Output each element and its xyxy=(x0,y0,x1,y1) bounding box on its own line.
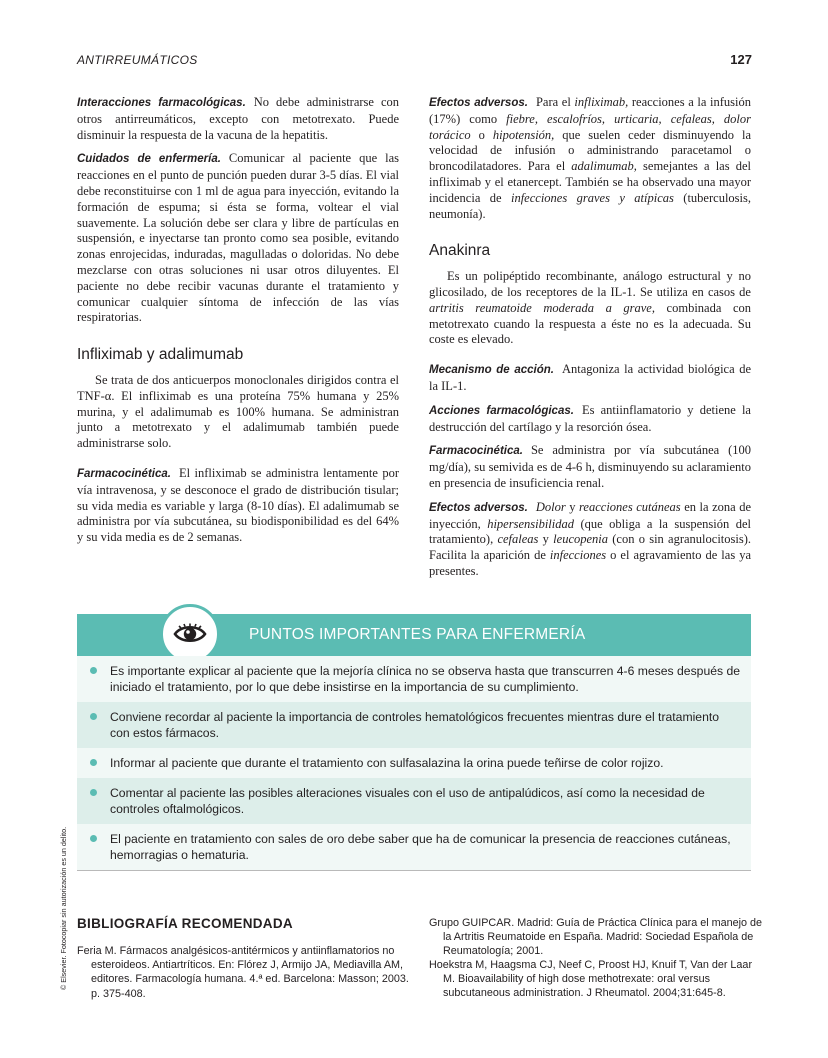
interactions-paragraph: Interacciones farmacológicas. No debe administrarse con otros antirreumáticos, excepto con metotrexato. Puede disminuir la respuesta de la vacuna de la hepatitis. xyxy=(77,95,400,142)
section-label: Interacciones farmacológicas. xyxy=(77,97,246,109)
section-label: Farmacocinética. xyxy=(77,467,171,480)
bullet-icon xyxy=(90,789,97,796)
reference-item: Feria M. Fármacos analgésicos-antitérmicos y antiinflamatorios no esteroideos. Antiartríticos. En: Flórez J, Armijo JA, Mediavilla AM, editores. Farmacología humana. 4.ª ed. Barcelona: Masson; 2003. p. 375-408. xyxy=(77,945,409,1000)
running-header-title: ANTIRREUMÁTICOS xyxy=(77,53,198,67)
pharmacokinetics-paragraph: Farmacocinética. El infliximab se administra lentamente por vía intravenosa, y se desconoce el grado de distribución tisular; su vida media es variable y larga (8-10 días). El adalimumab se administra por vía subcutánea, su biodisponibilidad es del 64% y su vida media es de 2 semanas. xyxy=(77,465,399,545)
reference-item: Hoekstra M, Haagsma CJ, Neef C, Proost HJ, Knuif T, Van der Laar M. Bioavailability of high dose methotrexate: oral versus subcutaneous administration. J Rheumatol. 2004;31:645-8. xyxy=(429,959,753,1000)
list-item: Comentar al paciente las posibles alteraciones visuales con el uso de antipalúdicos, así como la necesidad de controles oftalmológicos. xyxy=(77,778,751,824)
section-heading-anakinra: Anakinra xyxy=(429,242,491,260)
adverse-effects-paragraph: Efectos adversos. Dolor y reacciones cutáneas en la zona de inyección, hipersensibilidad (que obliga a la suspensión del tratamiento), cefaleas y leucopenia (con o sin agranulocitosis). Facilita la aparición de infecciones o el agravamiento de las ya presentes. xyxy=(429,499,752,578)
mechanism-paragraph: Mecanismo de acción. Antagoniza la actividad biológica de la IL-1. xyxy=(429,362,752,393)
left-column xyxy=(77,95,399,554)
bibliography-title: BIBLIOGRAFÍA RECOMENDADA xyxy=(77,916,293,931)
section-label: Cuidados de enfermería. xyxy=(77,153,221,166)
divider xyxy=(77,870,751,871)
anakinra-intro-paragraph: Es un polipéptido recombinante, análogo estructural y no glicosilado, de los receptores de la IL-1. Se utiliza en casos de artritis reumatoide moderada a grave, combinada con metotrexato cuando la respuesta a éste no es la adecuada. Su coste es elevado. xyxy=(429,269,751,347)
bullet-icon xyxy=(90,713,97,720)
adverse-effects-paragraph: Efectos adversos. Para el infliximab, reacciones a la infusión (17%) como fiebre, escalofríos, urticaria, cefaleas, dolor torácico o hipotensión, que suelen ceder disminuyendo la velocidad de infusión o administrando paracetamol o broncodilatadores. Para el adalimumab, semejantes a las del infliximab y el etanercept. También se ha observado una mayor incidencia de infecciones graves y atípicas (tuberculosis, neumonía). xyxy=(429,95,751,221)
section-label: Efectos adversos. xyxy=(429,97,528,109)
section-label: Mecanismo de acción. xyxy=(429,364,554,377)
right-column xyxy=(429,95,751,588)
pharmacokinetics-paragraph: Farmacocinética. Se administra por vía subcutánea (100 mg/día), su semivida es de 4-6 h, disminuyendo su aclaramiento en presencia de insuficiencia renal. xyxy=(429,443,751,490)
nursing-points-header xyxy=(77,614,751,656)
eye-icon xyxy=(160,604,220,664)
list-item: El paciente en tratamiento con sales de oro debe saber que ha de comunicar la presencia de reacciones cutáneas, hemorragias o hematuria. xyxy=(77,824,751,870)
nursing-care-paragraph: Cuidados de enfermería. Comunicar al paciente que las reacciones en el punto de punción pueden durar 3-5 días. El vial debe reconstituirse con 1 ml de agua para inyección, evitando la formación de espuma; si ésta se forma, voltear el vial suavemente. La solución debe ser clara y libre de partículas en suspensión, e inyectarse tan pronto como sea posible, evitando zonas enrojecidas, induradas, magulladas o doloridas. No debe mezclarse con otras soluciones ni usar otros diluyentes. El paciente no debe recibir vacunas durante el tratamiento y comunicar cualquier síntoma de infección de las vías respiratorias. xyxy=(77,151,399,325)
bullet-icon xyxy=(90,835,97,842)
section-heading-infliximab: Infliximab y adalimumab xyxy=(77,346,244,364)
intro-paragraph: Se trata de dos anticuerpos monoclonales dirigidos contra el TNF-α. El infliximab es una proteína 75% humana y 25% murina, y el adalimumab es 100% humana. Se administran junto a metotrexato y el adalimumab también puede administrarse solo. xyxy=(77,372,399,451)
copyright-note: © Elsevier. Fotocopiar sin autorización es un delito. xyxy=(59,826,68,990)
list-item: Conviene recordar al paciente la importancia de controles hematológicos frecuentes mientras dure el tratamiento con estos fármacos. xyxy=(77,702,751,748)
list-item: Es importante explicar al paciente que la mejoría clínica no se observa hasta que transcurren 4-6 meses después de iniciado el tratamiento, por lo que debe insistirse en la importancia de su cumplimiento. xyxy=(77,656,751,702)
pharmacological-actions-paragraph: Acciones farmacológicas. Es antiinflamatorio y detiene la destrucción del cartílago y la resorción ósea. xyxy=(429,402,751,434)
reference-item: Grupo GUIPCAR. Madrid: Guía de Práctica Clínica para el manejo de la Artritis Reumatoide en España. Madrid: Sociedad Española de Reumatología; 2001. xyxy=(429,917,763,958)
bullet-icon xyxy=(90,759,97,766)
bullet-icon xyxy=(90,667,97,674)
page-number: 127 xyxy=(730,52,752,67)
nursing-points-list xyxy=(77,656,751,870)
list-item: Informar al paciente que durante el tratamiento con sulfasalazina la orina puede teñirse de color rojizo. xyxy=(77,748,751,778)
section-label: Farmacocinética. xyxy=(429,445,523,458)
nursing-points-title: PUNTOS IMPORTANTES PARA ENFERMERÍA xyxy=(249,626,586,643)
nursing-points-box xyxy=(77,614,751,871)
section-label: Efectos adversos. xyxy=(429,501,528,514)
section-label: Acciones farmacológicas. xyxy=(429,404,574,417)
